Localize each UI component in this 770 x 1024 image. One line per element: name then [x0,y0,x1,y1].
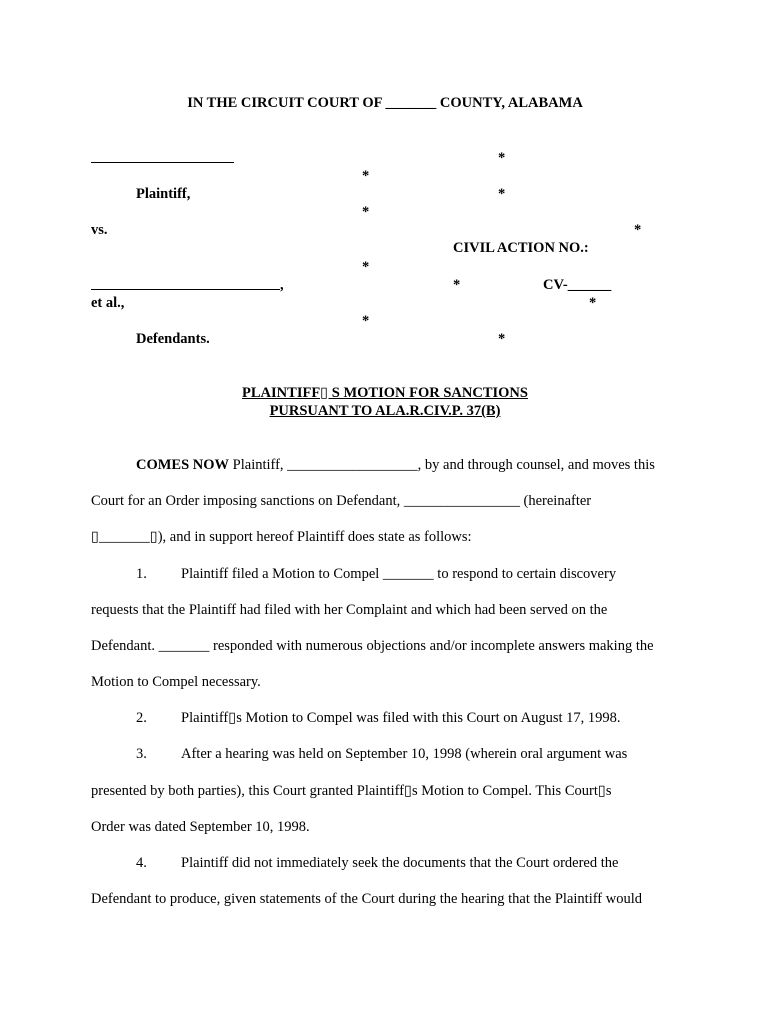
caption-asterisk: * [362,204,370,220]
paragraph-number: 4. [136,855,147,871]
p3-line3: Order was dated September 10, 1998. [91,819,310,835]
p3-line1: After a hearing was held on September 10, 1998 (wherein oral argument was [181,746,628,762]
paragraph-number: 2. [136,710,147,726]
case-number: CV-______ [543,277,612,293]
p4-line1: Plaintiff did not immediately seek the documents that the Court ordered the [181,855,619,871]
caption-asterisk: * [498,150,506,166]
caption-asterisk: * [498,186,506,202]
p4-line2: Defendant to produce, given statements of the Court during the hearing that the Plaintiff would [91,891,642,907]
caption-asterisk: * [589,295,597,311]
motion-title-line1: PLAINTIFF▯ S MOTION FOR SANCTIONS [242,385,528,401]
court-heading: IN THE CIRCUIT COURT OF _______ COUNTY, ALABAMA [187,95,583,111]
plaintiff-name-line [91,162,234,163]
et-al-label: et al., [91,295,125,311]
p1-line4: Motion to Compel necessary. [91,674,261,690]
caption-asterisk: * [634,222,642,238]
p3-line2: presented by both parties), this Court granted Plaintiff▯s Motion to Compel. This Court▯s [91,783,612,799]
intro-line3: ▯_______▯), and in support hereof Plaintiff does state as follows: [91,529,472,545]
caption-asterisk: * [498,331,506,347]
intro-line1-text: Plaintiff, __________________, by and through counsel, and moves this [229,457,655,473]
p1-line1: Plaintiff filed a Motion to Compel _______ to respond to certain discovery [181,566,617,582]
p2-line1: Plaintiff▯s Motion to Compel was filed with this Court on August 17, 1998. [181,710,621,726]
intro-line1 [136,456,655,474]
plaintiff-label: Plaintiff, [136,186,191,202]
defendants-label: Defendants. [136,331,210,347]
motion-title-line2: PURSUANT TO ALA.R.CIV.P. 37(B) [269,403,501,419]
defendant-name-comma: , [280,277,284,293]
caption-asterisk: * [453,277,461,293]
paragraph-number: 3. [136,746,147,762]
p1-line3: Defendant. _______ responded with numerous objections and/or incomplete answers making the [91,638,654,654]
comes-now: COMES NOW [136,457,230,473]
versus-label: vs. [91,222,108,238]
defendant-name-line [91,289,280,290]
caption-asterisk: * [362,313,370,329]
caption-asterisk: * [362,259,370,275]
intro-line2: Court for an Order imposing sanctions on Defendant, ________________ (hereinafter [91,493,592,509]
paragraph-number: 1. [136,566,147,582]
caption-asterisk: * [362,168,370,184]
civil-action-label: CIVIL ACTION NO.: [453,240,589,256]
p1-line2: requests that the Plaintiff had filed with her Complaint and which had been served on the [91,602,608,618]
